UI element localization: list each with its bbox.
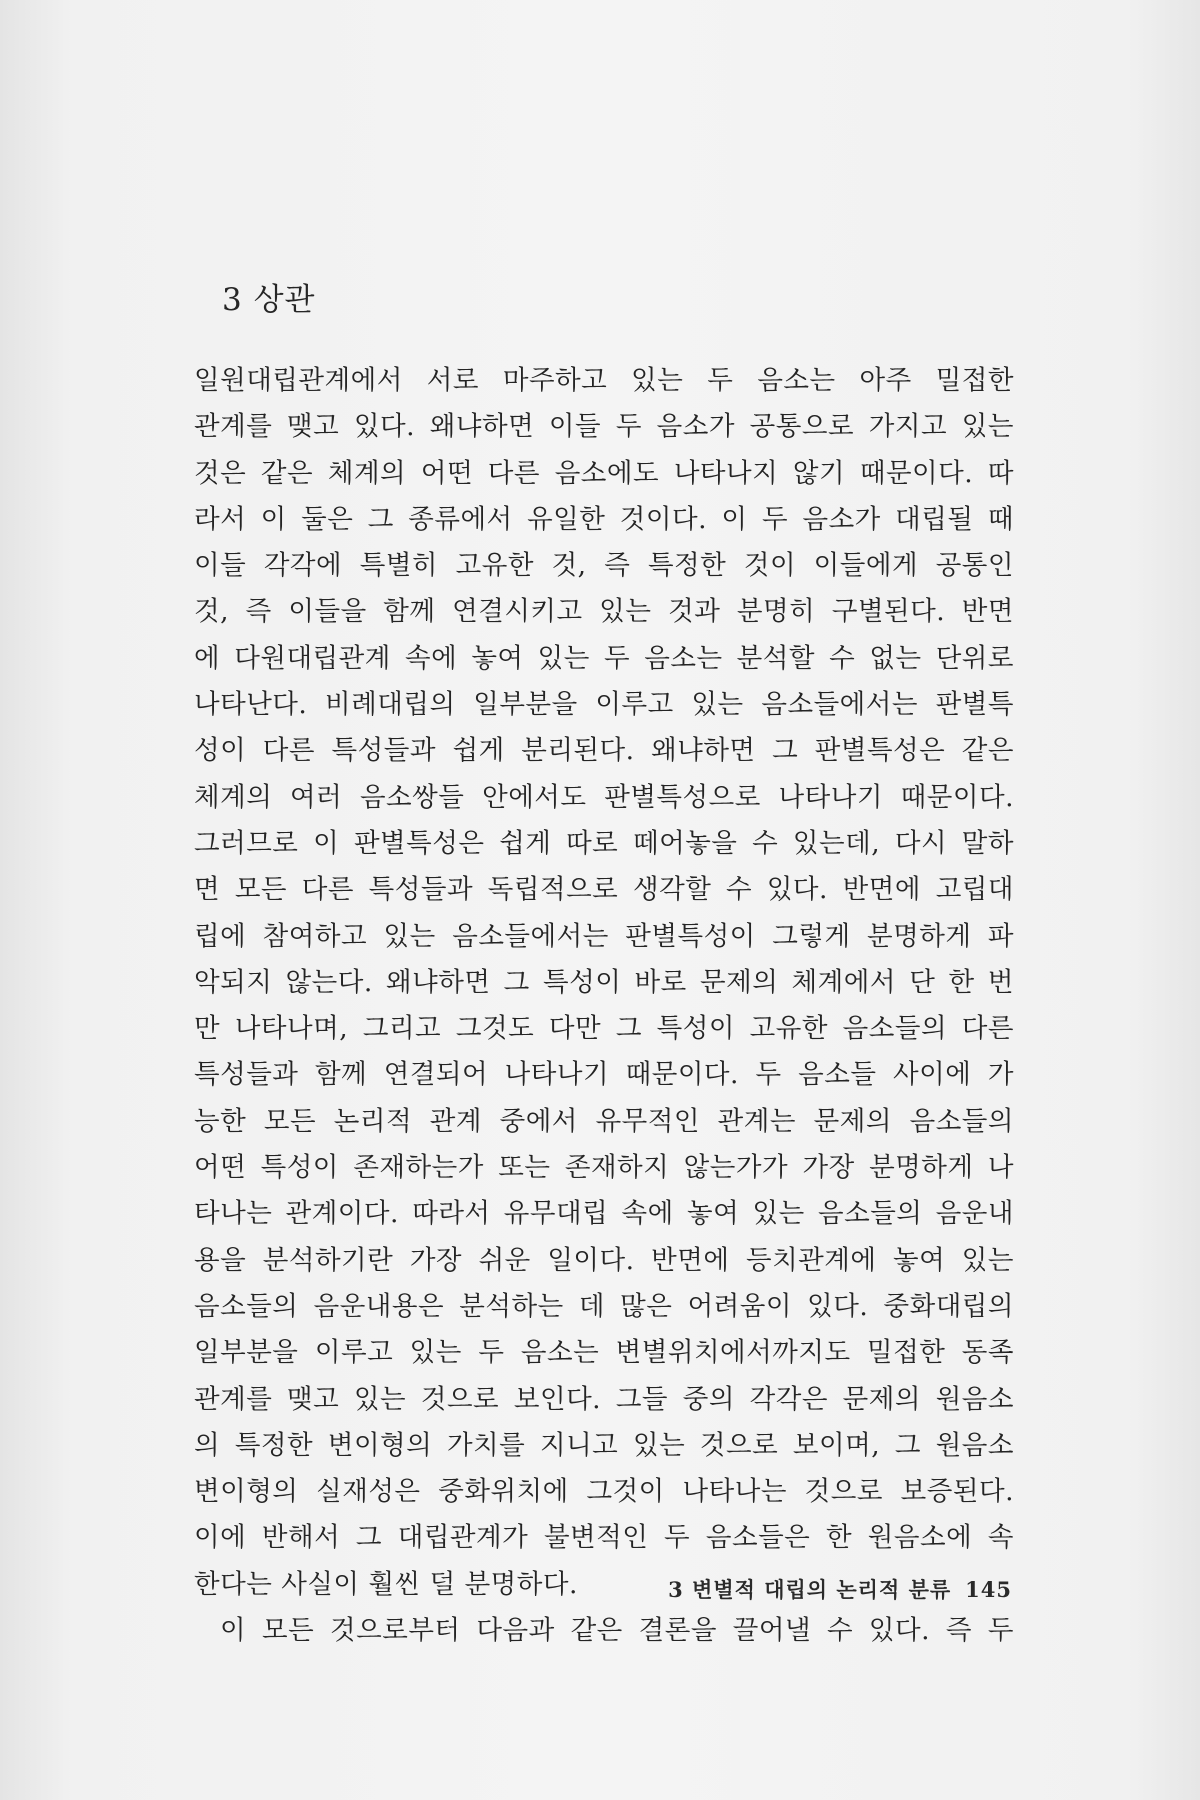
text-line: 그러므로 이 판별특성은 쉽게 따로 떼어놓을 수 있는데, 다시 말하	[194, 827, 1014, 859]
text-line: 관계를 맺고 있는 것으로 보인다. 그들 중의 각각은 문제의 원음소	[194, 1383, 1014, 1415]
text-line: 의 특정한 변이형의 가치를 지니고 있는 것으로 보이며, 그 원음소	[194, 1429, 1014, 1461]
text-line: 한다는 사실이 훨씬 덜 분명하다.	[194, 1568, 578, 1600]
text-line: 악되지 않는다. 왜냐하면 그 특성이 바로 문제의 체계에서 단 한 번	[194, 966, 1014, 998]
text-line: 에 다원대립관계 속에 놓여 있는 두 음소는 분석할 수 없는 단위로	[194, 642, 1014, 674]
body-paragraphs	[194, 358, 1014, 1654]
running-footer	[612, 1574, 1012, 1604]
section-heading: 3 상관	[222, 282, 316, 318]
text-line: 이들 각각에 특별히 고유한 것, 즉 특정한 것이 이들에게 공통인	[194, 550, 1014, 582]
text-line: 성이 다른 특성들과 쉽게 분리된다. 왜냐하면 그 판별특성은 같은	[194, 735, 1014, 767]
text-line: 일원대립관계에서 서로 마주하고 있는 두 음소는 아주 밀접한	[194, 365, 1014, 396]
text-line: 일부분을 이루고 있는 두 음소는 변별위치에서까지도 밀접한 동족	[194, 1337, 1014, 1369]
text-line: 것은 같은 체계의 어떤 다른 음소에도 나타나지 않기 때문이다. 따	[194, 457, 1014, 489]
text-line: 만 나타나며, 그리고 그것도 다만 그 특성이 고유한 음소들의 다른	[194, 1013, 1014, 1045]
text-line: 면 모든 다른 특성들과 독립적으로 생각할 수 있다. 반면에 고립대	[194, 874, 1014, 906]
text-line: 변이형의 실재성은 중화위치에 그것이 나타나는 것으로 보증된다.	[194, 1476, 1014, 1508]
text-line: 립에 참여하고 있는 음소들에서는 판별특성이 그렇게 분명하게 파	[194, 920, 1014, 952]
text-line: 능한 모든 논리적 관계 중에서 유무적인 관계는 문제의 음소들의	[194, 1105, 1014, 1137]
text-line: 이 모든 것으로부터 다음과 같은 결론을 끌어낼 수 있다. 즉 두	[220, 1615, 1014, 1647]
page-number: 145	[965, 1577, 1012, 1602]
text-line: 용을 분석하기란 가장 쉬운 일이다. 반면에 등치관계에 놓여 있는	[194, 1244, 1014, 1276]
text-line: 체계의 여러 음소쌍들 안에서도 판별특성으로 나타나기 때문이다.	[194, 781, 1014, 813]
text-line: 라서 이 둘은 그 종류에서 유일한 것이다. 이 두 음소가 대립될 때	[194, 503, 1014, 535]
running-title: 3 변별적 대립의 논리적 분류	[668, 1577, 952, 1602]
text-line: 음소들의 음운내용은 분석하는 데 많은 어려움이 있다. 중화대립의	[194, 1290, 1014, 1322]
text-line: 어떤 특성이 존재하는가 또는 존재하지 않는가가 가장 분명하게 나	[194, 1152, 1014, 1184]
text-line: 것, 즉 이들을 함께 연결시키고 있는 것과 분명히 구별된다. 반면	[194, 596, 1014, 628]
text-line: 이에 반해서 그 대립관계가 불변적인 두 음소들은 한 원음소에 속	[194, 1522, 1014, 1554]
text-line: 나타난다. 비례대립의 일부분을 이루고 있는 음소들에서는 판별특	[194, 689, 1014, 721]
text-line: 관계를 맺고 있다. 왜냐하면 이들 두 음소가 공통으로 가지고 있는	[194, 411, 1014, 443]
text-line: 타나는 관계이다. 따라서 유무대립 속에 놓여 있는 음소들의 음운내	[194, 1198, 1014, 1230]
text-line: 특성들과 함께 연결되어 나타나기 때문이다. 두 음소들 사이에 가	[194, 1059, 1014, 1091]
